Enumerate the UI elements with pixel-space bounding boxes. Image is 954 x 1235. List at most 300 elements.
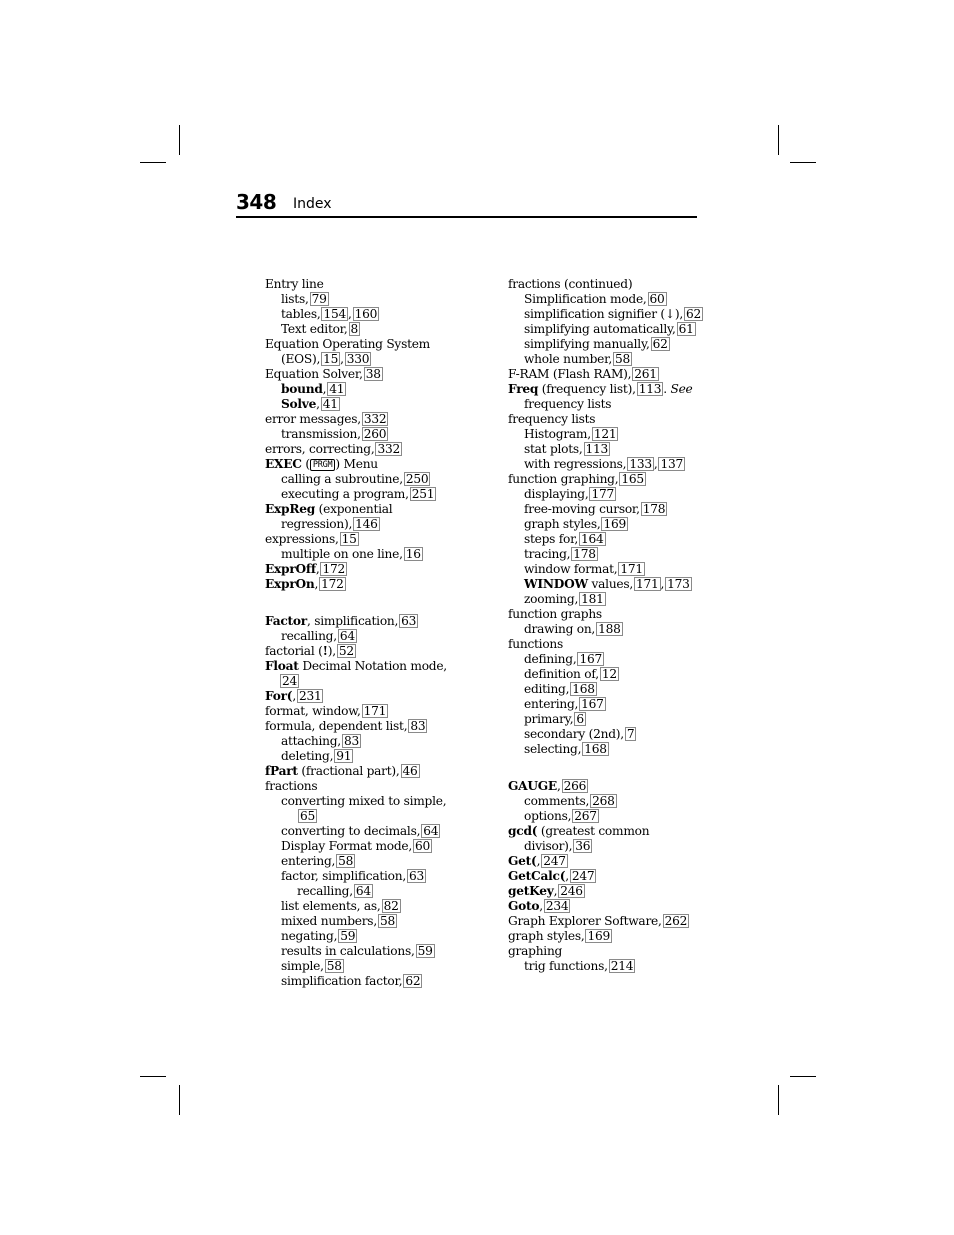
page-reference-link[interactable]: 61 <box>678 322 694 336</box>
entry-text: frequency lists <box>508 412 596 426</box>
page-reference-link[interactable]: 41 <box>322 397 338 411</box>
term-keyword: Float <box>265 659 299 673</box>
term-keyword: GAUGE <box>508 779 557 793</box>
index-subentry <box>508 682 708 697</box>
entry-text: free-moving cursor, <box>524 502 640 516</box>
page-reference-link[interactable]: 165 <box>621 472 644 486</box>
entry-text: , <box>539 899 543 913</box>
index-subentry <box>265 929 465 944</box>
entry-text: with regressions, <box>524 457 627 471</box>
entry-text: negating, <box>281 929 338 943</box>
index-subentry <box>265 517 465 532</box>
entry-text: tracing, <box>524 547 571 561</box>
index-subentry <box>265 427 465 442</box>
index-subentry <box>508 652 708 667</box>
crop-mark <box>140 1076 166 1077</box>
index-entry <box>265 614 465 629</box>
term-keyword: ExprOn <box>265 577 315 591</box>
index-subentry <box>508 727 708 742</box>
index-entry <box>508 607 708 622</box>
entry-text: steps for, <box>524 532 579 546</box>
page-reference-link[interactable]: 246 <box>560 884 583 898</box>
page-reference-link[interactable]: 8 <box>350 322 359 336</box>
page-reference-link[interactable]: 247 <box>571 869 595 883</box>
entry-text: (exponential <box>314 502 393 516</box>
entry-text: functions <box>508 637 564 651</box>
index-subentry <box>265 487 465 502</box>
index-subentry <box>508 427 708 442</box>
index-subentry <box>265 734 465 749</box>
entry-text: attaching, <box>281 734 341 748</box>
page-reference-link[interactable]: 62 <box>652 337 668 351</box>
page-reference-link[interactable]: 7 <box>626 727 635 741</box>
index-entry <box>265 689 465 704</box>
entry-text: , <box>556 779 561 793</box>
index-entry <box>508 854 708 869</box>
see-reference: See <box>670 382 693 396</box>
entry-text: graphing <box>508 944 563 958</box>
page-reference-link[interactable]: 60 <box>414 839 430 853</box>
index-entry <box>265 779 465 794</box>
entry-text: tables, <box>281 307 321 321</box>
page-reference-link[interactable]: 268 <box>592 794 615 808</box>
calculator-key-icon: PRGM <box>310 459 335 471</box>
index-subentry <box>508 292 708 307</box>
entry-text: graph styles, <box>524 517 601 531</box>
entry-text: expressions, <box>265 532 339 546</box>
index-entry <box>508 277 708 292</box>
entry-text: , <box>347 307 352 321</box>
index-entry <box>265 704 465 719</box>
page-reference-link[interactable]: 113 <box>638 382 662 396</box>
page-reference-link[interactable]: 64 <box>355 884 371 898</box>
page-reference-link[interactable]: 91 <box>336 749 352 763</box>
index-subentry <box>265 869 465 884</box>
page-reference-link[interactable]: 262 <box>664 914 688 928</box>
index-subentry <box>265 547 465 562</box>
index-subentry <box>265 839 465 854</box>
crop-mark <box>790 162 816 163</box>
term-keyword: Factor <box>265 614 307 628</box>
index-subentry <box>508 622 708 637</box>
entry-text: mixed numbers, <box>281 914 377 928</box>
entry-text: error messages, <box>265 412 361 426</box>
index-subentry <box>265 809 465 824</box>
page-header <box>236 188 697 218</box>
page-reference-link[interactable]: 59 <box>417 944 433 958</box>
page-number: 348 <box>236 190 277 214</box>
index-entry <box>508 929 708 944</box>
entry-text: Equation Solver, <box>265 367 363 381</box>
entry-text: simplification factor, <box>281 974 403 988</box>
index-subentry <box>265 472 465 487</box>
entry-text: converting to decimals, <box>281 824 421 838</box>
entry-text: , <box>322 382 327 396</box>
index-subentry <box>265 884 465 899</box>
term-keyword: EXEC <box>265 457 302 471</box>
page-reference-link[interactable]: 62 <box>405 974 421 988</box>
entry-text: stat plots, <box>524 442 583 456</box>
index-subentry <box>265 944 465 959</box>
index-subentry <box>265 307 465 322</box>
entry-text: ), <box>327 644 336 658</box>
term-keyword: Solve <box>281 397 317 411</box>
page-reference-link[interactable]: 164 <box>581 532 604 546</box>
entry-text: Graph Explorer Software, <box>508 914 662 928</box>
index-subentry <box>508 562 708 577</box>
page-reference-link[interactable]: 15 <box>341 532 357 546</box>
entry-text: drawing on, <box>524 622 596 636</box>
term-keyword: Get( <box>508 854 537 868</box>
index-entry <box>265 277 465 292</box>
page-reference-link[interactable]: 83 <box>343 734 359 748</box>
page-reference-link[interactable]: 188 <box>598 622 621 636</box>
crop-mark <box>140 162 166 163</box>
index-subentry <box>508 487 708 502</box>
entry-text: function graphs <box>508 607 602 621</box>
index-entry <box>265 412 465 427</box>
entry-text: frequency lists <box>524 397 612 411</box>
page-reference-link[interactable]: 171 <box>636 577 659 591</box>
page-reference-link[interactable]: 330 <box>346 352 370 366</box>
page-reference-link[interactable]: 63 <box>401 614 417 628</box>
index-entry <box>265 644 465 659</box>
page-reference-link[interactable]: 64 <box>339 629 355 643</box>
index-subentry <box>508 517 708 532</box>
entry-text: whole number, <box>524 352 612 366</box>
page-reference-link[interactable]: 181 <box>581 592 604 606</box>
index-subentry <box>265 854 465 869</box>
page-reference-link[interactable]: 177 <box>591 487 614 501</box>
index-subentry <box>265 914 465 929</box>
index-subentry <box>508 839 708 854</box>
term-keyword: getKey <box>508 884 554 898</box>
term-keyword: For( <box>265 689 293 703</box>
entry-text: , <box>314 577 319 591</box>
index-subentry <box>265 674 465 689</box>
entry-text: factorial ( <box>265 644 323 658</box>
index-entry <box>265 719 465 734</box>
page-reference-link[interactable]: 137 <box>660 457 683 471</box>
page-reference-link[interactable]: 167 <box>579 652 602 666</box>
index-entry <box>508 779 708 794</box>
entry-text: Simplification mode, <box>524 292 647 306</box>
index-subentry <box>508 742 708 757</box>
entry-text: entering, <box>281 854 336 868</box>
entry-text: , <box>315 562 320 576</box>
index-entry <box>265 337 465 352</box>
entry-text: , <box>536 854 541 868</box>
term-keyword: fPart <box>265 764 298 778</box>
term-keyword: Freq <box>508 382 539 396</box>
index-entry <box>508 412 708 427</box>
index-subentry <box>508 959 708 974</box>
page-reference-link[interactable]: 171 <box>363 704 387 718</box>
entry-text: (frequency list), <box>538 382 636 396</box>
page-reference-link[interactable]: 52 <box>338 644 354 658</box>
index-entry <box>265 577 465 592</box>
page-reference-link[interactable]: 266 <box>563 779 587 793</box>
index-entry <box>265 562 465 577</box>
index-entry <box>508 914 708 929</box>
entry-text: , simplification, <box>306 614 399 628</box>
index-subentry <box>265 959 465 974</box>
entry-text: Histogram, <box>524 427 591 441</box>
index-subentry <box>265 292 465 307</box>
crop-mark <box>179 1085 180 1115</box>
page-reference-link[interactable]: 58 <box>338 854 354 868</box>
page-reference-link[interactable]: 168 <box>584 742 607 756</box>
index-entry <box>508 899 708 914</box>
entry-text: fractions (continued) <box>508 277 633 291</box>
index-subentry <box>508 712 708 727</box>
index-subentry <box>508 592 708 607</box>
index-subentry <box>508 809 708 824</box>
index-entry <box>508 824 708 839</box>
page-reference-link[interactable]: 16 <box>405 547 421 561</box>
page-reference-link[interactable]: 178 <box>642 502 666 516</box>
index-subentry <box>508 547 708 562</box>
entry-text: trig functions, <box>524 959 608 973</box>
page-reference-link[interactable]: 167 <box>581 697 604 711</box>
page-reference-link[interactable]: 65 <box>300 809 316 823</box>
index-entry <box>508 472 708 487</box>
page-reference-link[interactable]: 178 <box>573 547 596 561</box>
page-reference-link[interactable]: 169 <box>603 517 626 531</box>
entry-text: factor, simplification, <box>281 869 406 883</box>
page-reference-link[interactable]: 121 <box>593 427 617 441</box>
entry-text: (fractional part), <box>297 764 400 778</box>
entry-text: recalling, <box>297 884 353 898</box>
term-keyword: gcd( <box>508 824 538 838</box>
term-keyword: bound <box>281 382 323 396</box>
page-reference-link[interactable]: 41 <box>329 382 345 396</box>
page-reference-link[interactable]: 113 <box>585 442 609 456</box>
index-subentry <box>508 502 708 517</box>
page-reference-link[interactable]: 46 <box>402 764 418 778</box>
index-subentry <box>508 794 708 809</box>
index-subentry <box>265 382 465 397</box>
entry-text: , <box>653 457 658 471</box>
entry-text: simplification signifier (↓), <box>524 307 684 321</box>
index-entry <box>265 764 465 779</box>
entry-text: simplifying manually, <box>524 337 650 351</box>
entry-text: defining, <box>524 652 577 666</box>
page-reference-link[interactable]: 332 <box>377 442 400 456</box>
page-reference-link[interactable]: 267 <box>574 809 597 823</box>
page-reference-link[interactable]: 260 <box>363 427 387 441</box>
entry-text: editing, <box>524 682 570 696</box>
entry-text: graph styles, <box>508 929 585 943</box>
page-reference-link[interactable]: 58 <box>614 352 630 366</box>
entry-text: Display Format mode, <box>281 839 412 853</box>
page-reference-link[interactable]: 79 <box>311 292 327 306</box>
entry-text: converting mixed to simple, <box>281 794 447 808</box>
index-subentry <box>508 532 708 547</box>
index-entry <box>265 659 465 674</box>
index-subentry <box>265 397 465 412</box>
index-entry <box>508 637 708 652</box>
index-subentry <box>508 352 708 367</box>
entry-text: simple, <box>281 959 324 973</box>
entry-text: Text editor, <box>281 322 348 336</box>
index-subentry <box>508 322 708 337</box>
entry-text: divisor), <box>524 839 573 853</box>
entry-text: function graphing, <box>508 472 619 486</box>
index-subentry <box>265 794 465 809</box>
entry-text: , <box>316 397 320 411</box>
page-reference-link[interactable]: 58 <box>326 959 342 973</box>
page-reference-link[interactable]: 15 <box>323 352 339 366</box>
entry-text: executing a program, <box>281 487 409 501</box>
index-subentry <box>265 824 465 839</box>
index-entry <box>265 457 465 472</box>
index-subentry <box>508 337 708 352</box>
page-reference-link[interactable]: 12 <box>601 667 617 681</box>
entry-text: comments, <box>524 794 590 808</box>
term-keyword: ExpReg <box>265 502 315 516</box>
entry-text: ) Menu <box>335 457 378 471</box>
page-reference-link[interactable]: 6 <box>576 712 584 726</box>
term-keyword: GetCalc( <box>508 869 566 883</box>
entry-text: calling a subroutine, <box>281 472 403 486</box>
index-subentry <box>508 307 708 322</box>
index-entry <box>265 532 465 547</box>
page-reference-link[interactable]: 168 <box>572 682 595 696</box>
page-reference-link[interactable]: 133 <box>629 457 652 471</box>
entry-text: lists, <box>281 292 309 306</box>
index-subentry <box>508 397 708 412</box>
page-reference-link[interactable]: 214 <box>610 959 634 973</box>
page-reference-link[interactable]: 24 <box>282 674 298 688</box>
page-reference-link[interactable]: 83 <box>410 719 426 733</box>
index-subentry <box>265 629 465 644</box>
crop-mark <box>778 1085 779 1115</box>
index-subentry <box>265 352 465 367</box>
index-entry <box>265 442 465 457</box>
crop-mark <box>179 125 180 155</box>
entry-text: F-RAM (Flash RAM), <box>508 367 632 381</box>
page-reference-link[interactable]: 332 <box>363 412 387 426</box>
page-reference-link[interactable]: 58 <box>379 914 395 928</box>
page-reference-link[interactable]: 38 <box>365 367 381 381</box>
entry-text: formula, dependent list, <box>265 719 408 733</box>
entry-text: , <box>340 352 344 366</box>
entry-text: errors, correcting, <box>265 442 375 456</box>
entry-text: recalling, <box>281 629 337 643</box>
entry-text: values, <box>587 577 634 591</box>
entry-text: . <box>663 382 671 396</box>
index-subentry <box>265 322 465 337</box>
entry-text: zooming, <box>524 592 579 606</box>
page-reference-link[interactable]: 169 <box>587 929 610 943</box>
entry-text: transmission, <box>281 427 361 441</box>
index-subentry <box>508 442 708 457</box>
crop-mark <box>790 1076 816 1077</box>
page-reference-link[interactable]: 234 <box>545 899 569 913</box>
page-reference-link[interactable]: 63 <box>409 869 425 883</box>
page-reference-link[interactable]: 146 <box>355 517 378 531</box>
index-entry <box>508 382 708 397</box>
entry-text: regression), <box>281 517 353 531</box>
page-reference-link[interactable]: 247 <box>543 854 566 868</box>
entry-text: simplifying automatically, <box>524 322 676 336</box>
page-reference-link[interactable]: 82 <box>383 899 399 913</box>
entry-text: definition of, <box>524 667 599 681</box>
index-entry <box>508 367 708 382</box>
index-entry <box>508 944 708 959</box>
index-entry <box>265 502 465 517</box>
index-subentry <box>265 749 465 764</box>
crop-mark <box>778 125 779 155</box>
page-reference-link[interactable]: 64 <box>423 824 439 838</box>
entry-text: (greatest common <box>537 824 650 838</box>
entry-text: , <box>660 577 665 591</box>
page-title: Index <box>293 196 332 212</box>
page-reference-link[interactable]: 60 <box>649 292 665 306</box>
entry-text: Equation Operating System <box>265 337 430 351</box>
term-keyword: WINDOW <box>524 577 588 591</box>
page-reference-link[interactable]: 62 <box>686 307 702 321</box>
entry-text: (EOS), <box>281 352 321 366</box>
entry-text: primary, <box>524 712 574 726</box>
index-subentry <box>265 899 465 914</box>
page-reference-link[interactable]: 250 <box>405 472 429 486</box>
entry-text: , <box>565 869 569 883</box>
page-reference-link[interactable]: 160 <box>354 307 378 321</box>
entry-text: entering, <box>524 697 579 711</box>
page-reference-link[interactable]: 172 <box>321 577 344 591</box>
index-subentry <box>508 697 708 712</box>
page-reference-link[interactable]: 251 <box>411 487 435 501</box>
page-reference-link[interactable]: 171 <box>620 562 643 576</box>
entry-text: selecting, <box>524 742 582 756</box>
page-reference-link[interactable]: 173 <box>667 577 690 591</box>
entry-text: secondary (2nd), <box>524 727 624 741</box>
term-keyword: Goto <box>508 899 540 913</box>
entry-text: Decimal Notation mode, <box>298 659 447 673</box>
index-entry <box>508 884 708 899</box>
entry-text: ( <box>301 457 310 471</box>
index-subentry <box>508 667 708 682</box>
page-reference-link[interactable]: 154 <box>323 307 346 321</box>
entry-text: results in calculations, <box>281 944 415 958</box>
entry-text: , <box>292 689 296 703</box>
entry-text: displaying, <box>524 487 589 501</box>
page-reference-link[interactable]: 36 <box>575 839 591 853</box>
page-reference-link[interactable]: 231 <box>298 689 322 703</box>
index-subentry <box>265 974 465 989</box>
entry-text: Entry line <box>265 277 324 291</box>
entry-text: list elements, as, <box>281 899 381 913</box>
index-column-left <box>265 277 465 989</box>
entry-text: multiple on one line, <box>281 547 403 561</box>
entry-text: options, <box>524 809 572 823</box>
page-reference-link[interactable]: 59 <box>340 929 356 943</box>
page-reference-link[interactable]: 172 <box>322 562 345 576</box>
entry-text: deleting, <box>281 749 334 763</box>
index-subentry <box>508 577 708 592</box>
page-reference-link[interactable]: 261 <box>634 367 657 381</box>
header-rule <box>236 216 697 218</box>
index-entry <box>265 367 465 382</box>
index-subentry <box>508 457 708 472</box>
entry-text: fractions <box>265 779 318 793</box>
term-keyword: ! <box>322 644 328 658</box>
index-column-right <box>508 277 708 974</box>
entry-text: format, window, <box>265 704 361 718</box>
entry-text: window format, <box>524 562 618 576</box>
